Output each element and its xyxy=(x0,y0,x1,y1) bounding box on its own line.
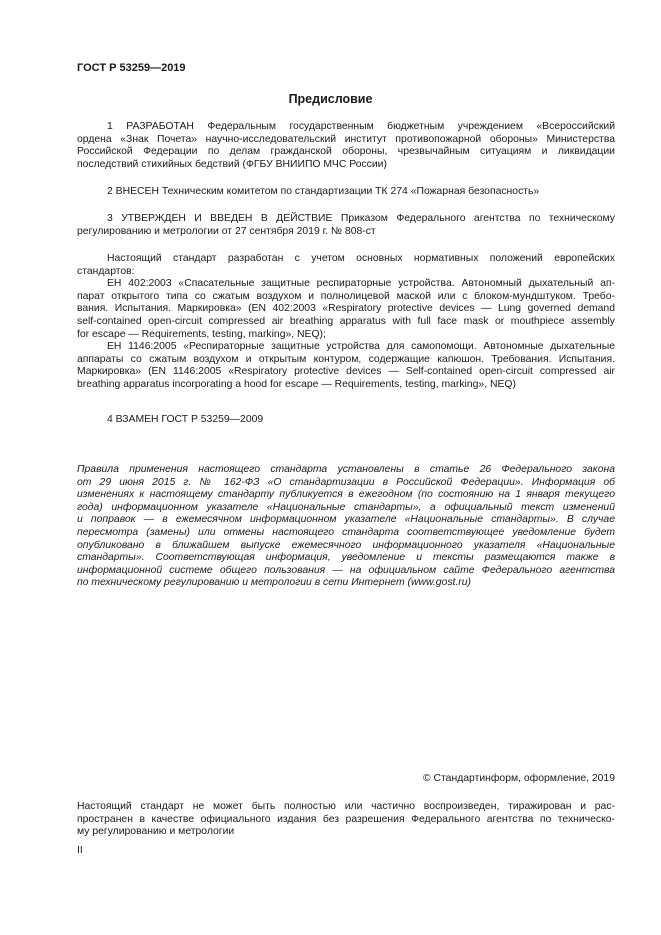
application-rules-notice xyxy=(77,464,615,590)
reproduction-notice xyxy=(77,801,615,839)
text-line: парат открытого типа со сжатым воздухом и полнолицевой маской или с блоком-мундштуком. Требо- xyxy=(77,290,615,302)
text-line: 4 ВЗАМЕН ГОСТ Р 53259—2009 xyxy=(107,414,264,425)
text-line: опубликовано в ближайшем выпуске ежемесячного информационного указателя «Национальные xyxy=(77,539,615,551)
text-line: регулированию и метрологии от 27 сентября 2019 г. № 808-ст xyxy=(77,225,376,237)
text-line: Правила применения настоящего стандарта установлены в статье 26 Федерального закона xyxy=(77,464,615,475)
page-number: II xyxy=(77,845,83,856)
text-line: 3 УТВЕРЖДЕН И ВВЕДЕН В ДЕЙСТВИЕ Приказом Федерального агентства по техническому xyxy=(107,213,615,224)
text-line: вания. Испытания. Маркировка» (EN 402:2003 «Respiratory protective devices — Lung governed demand xyxy=(77,303,615,315)
text-line: стандартов: xyxy=(77,265,135,277)
text-line: му регулированию и метрологии xyxy=(77,826,235,838)
preface-item-harmonization xyxy=(77,253,615,392)
text-line: от 29 июня 2015 г. № 162-ФЗ «О стандартизации в Российской Федерации». Информация об xyxy=(77,476,615,488)
preface-item-replaces xyxy=(77,414,615,427)
text-line: последствий стихийных бедствий (ФГБУ ВНИИПО МЧС России) xyxy=(77,158,387,170)
text-line: 2 ВНЕСЕН Техническим комитетом по стандартизации ТК 274 «Пожарная безопасность» xyxy=(107,186,540,197)
preface-item-introduced xyxy=(77,186,615,199)
text-line: Настоящий стандарт разработан с учетом основных нормативных положений европейских xyxy=(107,253,615,264)
preface-item-approved xyxy=(77,213,615,238)
document-id: ГОСТ Р 53259—2019 xyxy=(77,62,186,74)
text-line: изменениях к настоящему стандарту публикуется в ежегодном (по состоянию на 1 января текущего xyxy=(77,489,615,501)
text-line: self-contained open-circuit compressed air breathing apparatus with full face mask or mouthpiece assembly xyxy=(77,315,615,327)
text-line: пространен в качестве официального издания без разрешения Федерального агентства по техническо- xyxy=(77,813,615,825)
text-line: и поправок — в ежемесячном информационном указателе «Национальные стандарты». В случае xyxy=(77,514,615,526)
text-line: 1 РАЗРАБОТАН Федеральным государственным бюджетным учреждением «Всероссийский xyxy=(107,121,615,132)
text-line: по техническому регулированию и метрологии в сети Интернет (www.gost.ru) xyxy=(77,577,471,589)
text-line: пересмотра (замены) или отмены настоящего стандарта соответствующее уведомление будет xyxy=(77,526,615,538)
text-line: for escape — Requirements, testing, marking», NEQ); xyxy=(77,328,326,340)
text-line: года) информационном указателе «Национальные стандарты», а официальный текст изменений xyxy=(77,501,615,513)
text-line: breathing apparatus incorporating a hood for escape — Requirements, testing, marking», NEQ) xyxy=(77,378,516,390)
text-line: ордена «Знак Почета» научно-исследовательский институт противопожарной обороны» Министерства xyxy=(77,133,615,145)
text-line: ЕН 402:2003 «Спасательные защитные респираторные устройства. Автономный дыхательный ап- xyxy=(107,278,615,290)
preface-title: Предисловие xyxy=(288,92,373,106)
text-line: ЕН 1146:2005 «Респираторные защитные устройства для самопомощи. Автономные дыхательные xyxy=(107,341,615,353)
copyright-notice: © Стандартинформ, оформление, 2019 xyxy=(422,773,615,784)
text-line: Маркировка» (EN 1146:2005 «Respiratory protective devices — Self-contained open-circuit compressed air xyxy=(77,366,615,378)
text-line: информационной системе общего пользования — на официальном сайте Федерального агентства xyxy=(77,564,615,576)
preface-item-developed xyxy=(77,121,615,171)
text-line: стандарты». Соответствующая информация, уведомление и тексты размещаются также в xyxy=(77,552,615,564)
text-line: Российской Федерации по делам гражданской обороны, чрезвычайным ситуациям и ликвидации xyxy=(77,146,615,158)
text-line: Настоящий стандарт не может быть полностью или частично воспроизведен, тиражирован и рас- xyxy=(77,801,615,812)
text-line: аппараты со сжатым воздухом и открытым контуром, содержащие капюшон. Требования. Испытания. xyxy=(77,353,615,365)
